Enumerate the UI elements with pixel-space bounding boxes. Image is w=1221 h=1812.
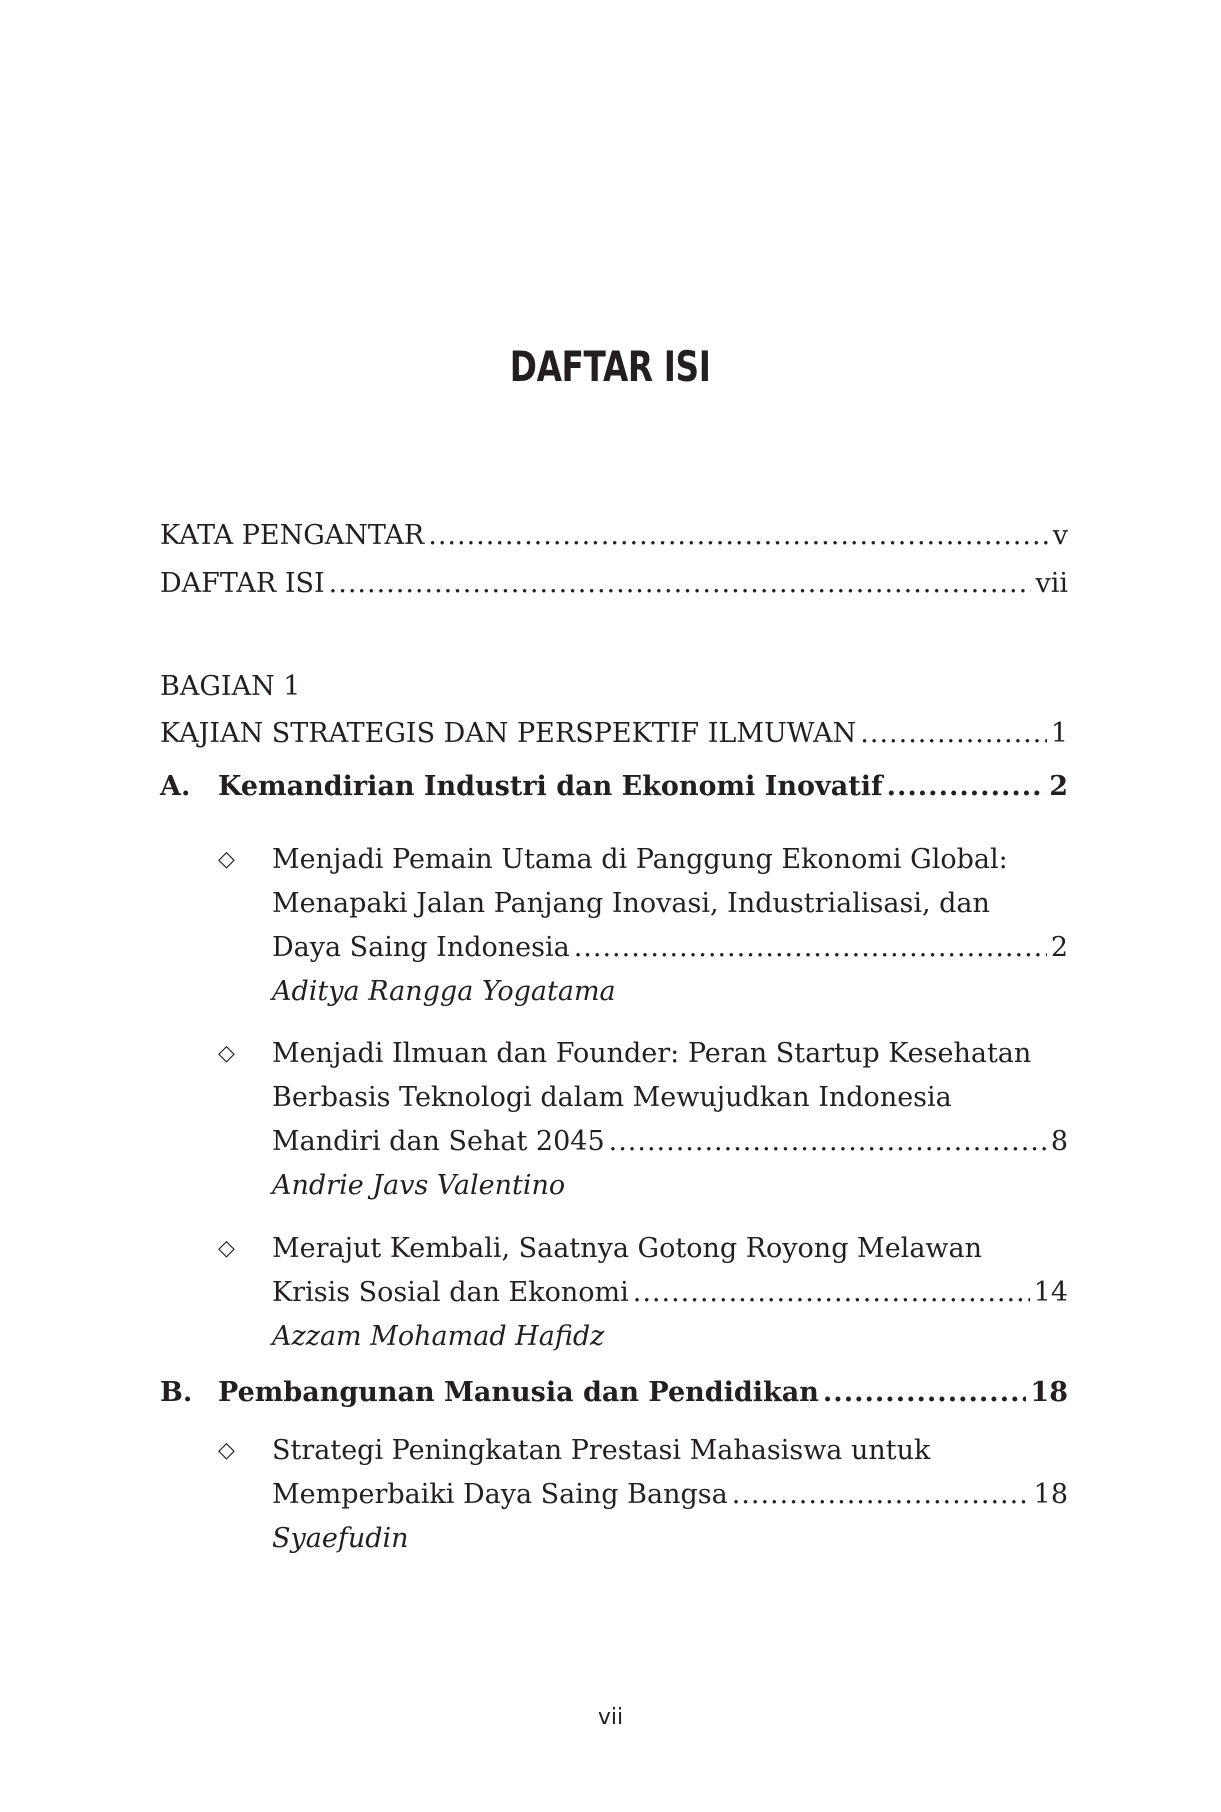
- diamond-bullet-icon: ◇: [218, 1041, 235, 1066]
- toc-section-title: Pembangunan Manusia dan Pendidikan: [218, 1377, 819, 1408]
- toc-entry-line: Strategi Peningkatan Prestasi Mahasiswa untuk: [272, 1435, 931, 1466]
- toc-entry-line: Menapaki Jalan Panjang Inovasi, Industrialisasi, dan: [272, 888, 990, 919]
- toc-page-number: 18: [1030, 1377, 1068, 1408]
- toc-author: Andrie Javs Valentino: [272, 1170, 566, 1201]
- toc-page-number: vii: [1035, 568, 1068, 599]
- dot-leader: [574, 930, 1047, 966]
- toc-entry-line: Menjadi Ilmuan dan Founder: Peran Startup Kesehatan: [272, 1038, 1032, 1069]
- toc-page-number: 8: [1050, 1126, 1068, 1157]
- toc-page-number: 14: [1033, 1277, 1068, 1308]
- toc-page-number: 2: [1050, 932, 1068, 963]
- toc-entry-label: KAJIAN STRATEGIS DAN PERSPEKTIF ILMUWAN: [160, 718, 857, 749]
- toc-author: Syaefudin: [272, 1523, 409, 1554]
- page-number: vii: [597, 1705, 624, 1730]
- section-letter: A.: [160, 771, 191, 802]
- toc-entry-a1[interactable]: [272, 930, 1068, 966]
- dot-leader: [428, 518, 1048, 554]
- toc-entry-kata-pengantar[interactable]: [160, 518, 1068, 554]
- section-letter: B.: [160, 1377, 193, 1408]
- toc-section-title: Kemandirian Industri dan Ekonomi Inovatif: [218, 771, 883, 802]
- dot-leader: [609, 1124, 1047, 1160]
- diamond-bullet-icon: ◇: [218, 847, 235, 872]
- dot-leader: [329, 566, 1032, 602]
- toc-entry-line: Merajut Kembali, Saatnya Gotong Royong Melawan: [272, 1233, 983, 1264]
- toc-entry-line: Menjadi Pemain Utama di Panggung Ekonomi Global:: [272, 844, 1008, 875]
- toc-section-b[interactable]: [218, 1375, 1068, 1411]
- dot-leader: [823, 1375, 1027, 1411]
- toc-entry-line: Berbasis Teknologi dalam Mewujudkan Indonesia: [272, 1082, 952, 1113]
- toc-entry-label: DAFTAR ISI: [160, 568, 325, 599]
- dot-leader: [860, 716, 1047, 752]
- toc-author: Azzam Mohamad Hafidz: [272, 1321, 605, 1352]
- dot-leader: [732, 1477, 1030, 1513]
- toc-entry-a2[interactable]: [272, 1124, 1068, 1160]
- toc-entry-line: Daya Saing Indonesia: [272, 932, 570, 963]
- dot-leader: [887, 769, 1046, 805]
- page-title: DAFTAR ISI: [509, 342, 711, 391]
- toc-page-number: v: [1052, 520, 1068, 551]
- toc-entry-a3[interactable]: [272, 1275, 1068, 1311]
- toc-page-number: 1: [1050, 718, 1068, 749]
- toc-section-a[interactable]: [218, 769, 1068, 805]
- toc-entry-line: Krisis Sosial dan Ekonomi: [272, 1277, 629, 1308]
- toc-entry-b1[interactable]: [272, 1477, 1068, 1513]
- toc-entry-daftar-isi[interactable]: [160, 566, 1068, 602]
- toc-page-number: 18: [1033, 1479, 1068, 1510]
- toc-entry-part-1[interactable]: [160, 716, 1068, 752]
- toc-author: Aditya Rangga Yogatama: [272, 976, 616, 1007]
- diamond-bullet-icon: ◇: [218, 1236, 235, 1261]
- diamond-bullet-icon: ◇: [218, 1438, 235, 1463]
- toc-entry-line: Memperbaiki Daya Saing Bangsa: [272, 1479, 728, 1510]
- dot-leader: [633, 1275, 1030, 1311]
- toc-entry-label: KATA PENGANTAR: [160, 520, 425, 551]
- toc-entry-line: Mandiri dan Sehat 2045: [272, 1126, 605, 1157]
- toc-page-number: 2: [1049, 771, 1068, 802]
- part-label: BAGIAN 1: [160, 671, 301, 702]
